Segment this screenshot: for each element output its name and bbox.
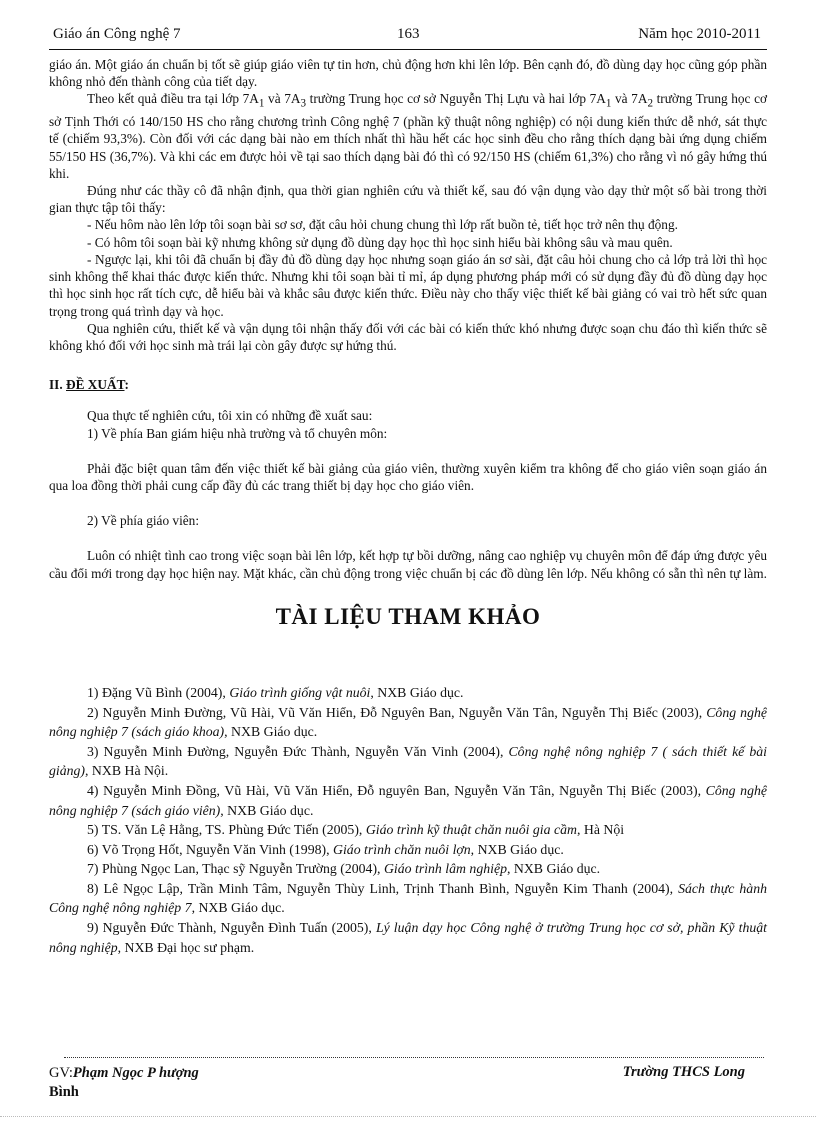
reference-author: 5) TS. Văn Lệ Hằng, TS. Phùng Đức Tiến (2005), bbox=[87, 822, 366, 838]
paragraph-3: Đúng như các thầy cô đã nhận định, qua thời gian nghiên cứu và thiết kế, sau đó vận dụng vào dạy thử một số bài trong thời gian thực tập tôi thấy: bbox=[49, 183, 767, 216]
page-edge bbox=[0, 1116, 816, 1117]
reference-item bbox=[49, 742, 767, 781]
survey-text-d: và 7A bbox=[611, 91, 648, 107]
paragraph-5: - Có hôm tôi soạn bài kỹ nhưng không sử dụng đồ dùng dạy học thì học sinh hiểu bài không sâu và mau quên. bbox=[87, 234, 673, 250]
reference-item bbox=[49, 781, 767, 820]
teacher-name: Phạm Ngọc P hượng bbox=[72, 1065, 199, 1081]
reference-publisher: , NXB Giáo dục. bbox=[506, 861, 601, 877]
reference-title: Sách thực hành Công nghệ nông nghiệp 7 bbox=[49, 880, 767, 916]
reference-author: 1) Đặng Vũ Bình (2004), bbox=[87, 684, 230, 700]
proposal-item-1-text: Phải đặc biệt quan tâm đến việc thiết kế bài giảng của giáo viên, thường xuyên kiểm tra không để cho giáo viên soạn giáo án qua loa đồng thời phải cung cấp đầy đủ các trang thiết bị dạy học cho giáo viên. bbox=[49, 460, 767, 493]
reference-item bbox=[49, 703, 767, 742]
subscript-1b: 1 bbox=[605, 98, 612, 111]
reference-title: Công nghệ nông nghiệp 7 (sách giáo viên) bbox=[49, 782, 767, 818]
paragraph-1: giáo án. Một giáo án chuẩn bị tốt sẽ giúp giáo viên tự tin hơn, chủ động hơn khi lên lớp. Bên cạnh đó, đồ dùng dạy học cũng góp phần không nhỏ đến thành công của tiết dạy. bbox=[49, 57, 767, 90]
reference-item bbox=[49, 820, 767, 840]
reference-item bbox=[49, 879, 767, 918]
reference-author: 8) Lê Ngọc Lập, Trần Minh Tâm, Nguyễn Thùy Linh, Trịnh Thanh Bình, Nguyễn Kim Thanh (2004), bbox=[87, 880, 679, 896]
paragraph-survey bbox=[49, 90, 767, 182]
reference-publisher: , NXB Hà Nội. bbox=[85, 763, 169, 779]
proposal-item-1: 1) Về phía Ban giám hiệu nhà trường và tổ chuyên môn: bbox=[87, 425, 388, 441]
reference-author: 2) Nguyễn Minh Đường, Vũ Hài, Vũ Văn Hiển, Đỗ Nguyên Ban, Nguyễn Văn Tân, Nguyễn Thị Biếc (2003), bbox=[87, 704, 707, 720]
reference-title: Công nghệ nông nghiệp 7 (sách giáo khoa) bbox=[49, 704, 767, 740]
survey-text-b: và 7A bbox=[264, 91, 301, 107]
reference-title: Giáo trình kỹ thuật chăn nuôi gia cầm bbox=[365, 822, 577, 838]
footer-school: Trường THCS Long bbox=[622, 1064, 745, 1080]
section-number: II. bbox=[49, 377, 66, 393]
reference-title: Giáo trình giống vật nuôi bbox=[229, 684, 371, 700]
reference-publisher: , NXB Giáo dục. bbox=[224, 724, 318, 740]
header-divider bbox=[49, 49, 767, 50]
page-number: 163 bbox=[397, 26, 420, 42]
footer-label: GV: bbox=[49, 1065, 73, 1081]
teacher-name-continued: Bình bbox=[49, 1084, 79, 1100]
reference-author: 6) Võ Trọng Hốt, Nguyễn Văn Vinh (1998), bbox=[87, 841, 333, 857]
header-school-year: Năm học 2010-2011 bbox=[638, 26, 761, 42]
reference-title: Công nghệ nông nghiệp 7 ( sách thiết kế bài giảng) bbox=[49, 743, 767, 779]
proposal-intro: Qua thực tế nghiên cứu, tôi xin có những đề xuất sau: bbox=[87, 408, 373, 424]
reference-title: Giáo trình lâm nghiệp bbox=[383, 861, 507, 877]
references-list bbox=[49, 683, 767, 957]
reference-item bbox=[49, 683, 767, 703]
reference-author: 7) Phùng Ngọc Lan, Thạc sỹ Nguyễn Trường (2004), bbox=[87, 861, 384, 877]
reference-author: 3) Nguyễn Minh Đường, Nguyễn Đức Thành, Nguyễn Văn Vinh (2004), bbox=[87, 743, 509, 759]
reference-publisher: , NXB Giáo dục. bbox=[470, 841, 564, 857]
reference-publisher: , Hà Nội bbox=[576, 822, 625, 838]
reference-item bbox=[49, 840, 767, 860]
header-subject: Giáo án Công nghệ 7 bbox=[53, 26, 181, 42]
footer-teacher bbox=[49, 1064, 249, 1102]
reference-publisher: , NXB Đại học sư phạm. bbox=[117, 939, 255, 955]
reference-item bbox=[49, 918, 767, 957]
reference-publisher: , NXB Giáo dục. bbox=[191, 900, 285, 916]
paragraph-4: - Nếu hôm nào lên lớp tôi soạn bài sơ sơ, đặt câu hỏi chung chung thì lớp rất buồn tẻ, tiết học trở nên thụ động. bbox=[87, 217, 678, 233]
survey-text-c: trường Trung học cơ sở Nguyễn Thị Lựu và hai lớp 7A bbox=[306, 91, 606, 107]
references-title: TÀI LIỆU THAM KHẢO bbox=[275, 603, 541, 629]
section-title: ĐỀ XUẤT bbox=[66, 377, 125, 393]
proposal-item-2: 2) Về phía giáo viên: bbox=[87, 513, 200, 529]
page-header bbox=[49, 26, 767, 48]
reference-publisher: , NXB Giáo dục. bbox=[370, 684, 464, 700]
subscript-2: 2 bbox=[647, 98, 653, 111]
reference-author: 9) Nguyễn Đức Thành, Nguyễn Đình Tuấn (2005), bbox=[87, 920, 376, 936]
footer-divider bbox=[64, 1057, 764, 1058]
survey-text-e: trường Trung học cơ sở Tịnh Thới có 140/150 HS cho rằng chương trình Công nghệ 7 (phần kỹ thuật nông nghiệp) có nội dung kiến thức dễ nhớ, sát thực tế (chiếm 93,3%). Còn đối với các dạng bài nào em thích nhất thì hầu hết các học sinh đều cho rằng thích dạng bài ứng dụng chiếm 55/150 HS (36,7%). Và khi các em được hỏi về tại sao thích dạng bài đó thì có 92/150 HS (chiếm 61,3%) cho rằng vì nó gây hứng thú khi. bbox=[49, 91, 768, 181]
survey-text-a: Theo kết quả điều tra tại lớp 7A bbox=[87, 91, 259, 107]
reference-item bbox=[49, 859, 767, 879]
reference-author: 4) Nguyễn Minh Đồng, Vũ Hài, Vũ Văn Hiển, Đỗ nguyên Ban, Nguyễn Văn Tân, Nguyễn Thị Biếc (2003), bbox=[87, 782, 706, 798]
section-heading bbox=[49, 376, 767, 393]
proposal-item-2-text: Luôn có nhiệt tình cao trong việc soạn bài lên lớp, kết hợp tự bồi dưỡng, nâng cao nghiệp vụ chuyên môn để đáp ứng được yêu cầu đổi mới trong dạy học hiện nay. Mặt khác, cần chủ động trong việc chuẩn bị các đồ dùng lên lớp. Nếu không có sẵn thì nên tự làm. bbox=[49, 548, 767, 581]
reference-publisher: , NXB Giáo dục. bbox=[220, 802, 314, 818]
reference-title: Giáo trình chăn nuôi lợn bbox=[333, 841, 471, 857]
paragraph-7: Qua nghiên cứu, thiết kế và vận dụng tôi nhận thấy đối với các bài có kiến thức khó nhưng được soạn chu đáo thì kiến thức sẽ không khó đối với học sinh mà trái lại còn gây được sự hứng thú. bbox=[49, 320, 767, 353]
page-body bbox=[49, 56, 767, 957]
subscript-3: 3 bbox=[300, 98, 307, 111]
paragraph-6: - Ngược lại, khi tôi đã chuẩn bị đầy đủ đồ dùng dạy học nhưng soạn giáo án sơ sài, đặt câu hỏi chung cho cả lớp trả lời thì học sinh không thể khai thác được kiến thức. Nhưng khi tôi soạn bài tỉ mỉ, áp dụng phương pháp mới có sử dụng đầy đủ đồ dùng dạy học thì học sinh học rất tích cực, dễ hiểu bài và khắc sâu được kiến thức. Điều này cho thấy việc thiết kế bài giảng có vai trò hết sức quan trọng trong quá trình dạy và học. bbox=[49, 251, 767, 319]
reference-title: Lý luận dạy học Công nghệ ở trường Trung học cơ sở, phần Kỹ thuật nông nghiệp bbox=[49, 920, 767, 955]
subscript-1: 1 bbox=[258, 98, 265, 111]
section-colon: : bbox=[124, 377, 129, 393]
